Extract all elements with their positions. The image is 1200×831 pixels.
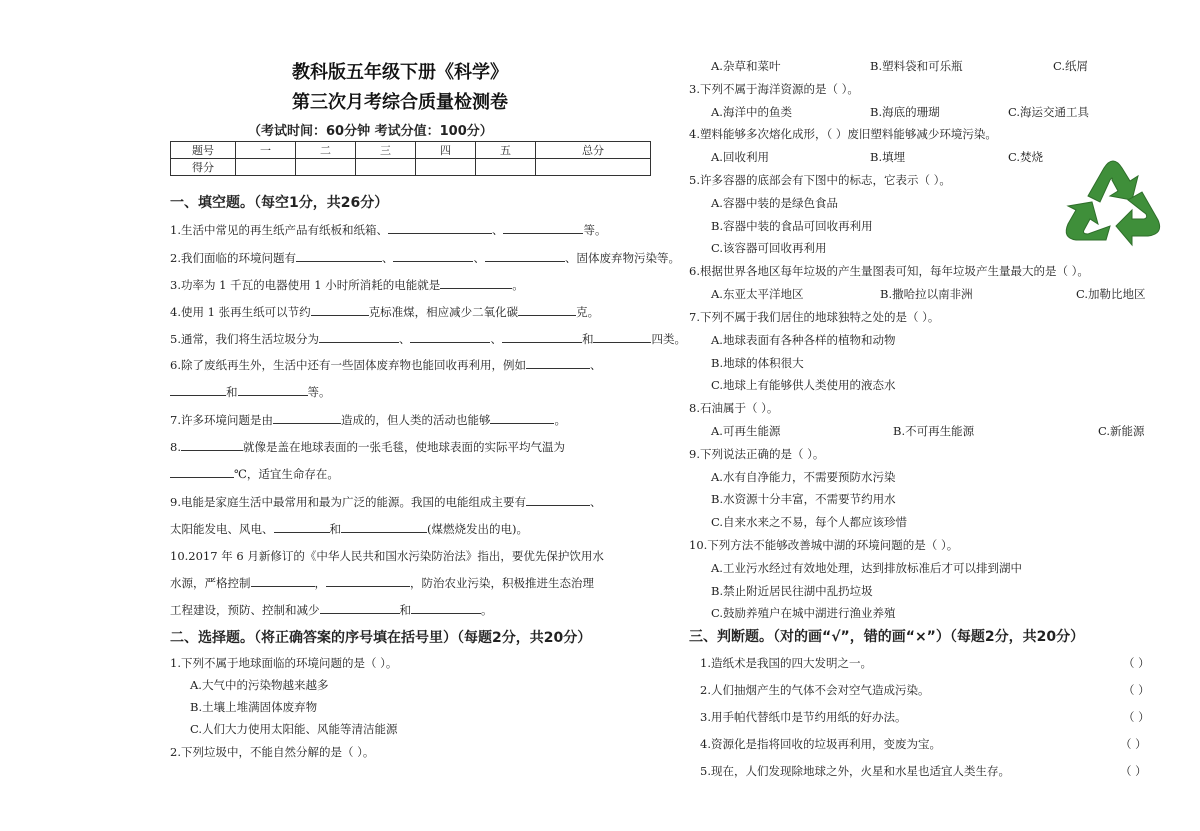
question-text: 四类。 xyxy=(651,332,686,346)
question-text: 和 xyxy=(329,522,341,536)
answer-blank[interactable] xyxy=(518,304,576,316)
question-text: 、 xyxy=(381,251,394,265)
question-text: 3.功率为 1 千瓦的电器使用 1 小时所消耗的电能就是 xyxy=(170,278,441,292)
recycle-icon xyxy=(1058,148,1168,254)
choice-option[interactable]: A.海洋中的鱼类 xyxy=(711,105,792,119)
question-text: 。 xyxy=(512,278,524,292)
answer-blank[interactable] xyxy=(411,602,481,614)
choice-question-8: 8.石油属于（ ）。 xyxy=(689,401,779,415)
fill-question-10-cont2 xyxy=(170,602,493,618)
fill-question-9-cont xyxy=(170,521,528,537)
judge-answer-paren[interactable]: （ ） xyxy=(1123,656,1150,670)
choice-question-5: 5.许多容器的底部会有下图中的标志，它表示（ ）。 xyxy=(689,173,951,187)
choice-option[interactable]: B.填埋 xyxy=(870,150,906,164)
question-text: 工程建设，预防、控制和减少 xyxy=(170,603,320,617)
score-input-cell[interactable] xyxy=(296,159,356,176)
fill-question-1 xyxy=(170,222,606,238)
choice-option[interactable]: C.新能源 xyxy=(1098,424,1145,438)
choice-option[interactable]: B.不可再生能源 xyxy=(893,424,975,438)
fill-question-9 xyxy=(170,494,601,510)
choice-option[interactable]: B.禁止附近居民往湖中乱扔垃圾 xyxy=(711,584,873,598)
fill-question-7 xyxy=(170,412,566,428)
question-text: 等。 xyxy=(583,223,607,237)
choice-option[interactable]: B.塑料袋和可乐瓶 xyxy=(870,59,963,73)
judge-answer-paren[interactable]: （ ） xyxy=(1123,710,1150,724)
judge-question-4: 4.资源化是指将回收的垃圾再利用，变废为宝。 xyxy=(700,737,941,751)
choice-option[interactable]: A.东亚太平洋地区 xyxy=(711,287,804,301)
answer-blank[interactable] xyxy=(238,384,308,396)
answer-blank[interactable] xyxy=(593,331,651,343)
question-text: 9.电能是家庭生活中最常用和最为广泛的能源。我国的电能组成主要有 xyxy=(170,495,526,509)
choice-option[interactable]: C.鼓励养殖户在城中湖进行渔业养殖 xyxy=(711,606,896,620)
question-text: 克标准煤，相应减少二氧化碳 xyxy=(368,305,519,319)
question-text: 等。 xyxy=(307,385,331,399)
answer-blank[interactable] xyxy=(388,222,492,234)
table-cell: 四 xyxy=(416,142,476,159)
choice-option[interactable]: B.撒哈拉以南非洲 xyxy=(880,287,973,301)
table-cell: 总分 xyxy=(536,142,651,159)
question-text: 。 xyxy=(554,413,566,427)
question-text: ， xyxy=(314,576,326,590)
score-table-header-row xyxy=(171,142,651,159)
fill-question-4 xyxy=(170,304,599,320)
score-input-cell[interactable] xyxy=(476,159,536,176)
question-text: 、 xyxy=(398,332,411,346)
fill-question-10 xyxy=(170,548,604,564)
table-cell: 得分 xyxy=(171,159,236,176)
choice-option[interactable]: A.水有自净能力，不需要预防水污染 xyxy=(711,470,896,484)
score-table-score-row xyxy=(171,159,651,176)
section3-heading: 三、判断题。（对的画“√”，错的画“×”）（每题2分，共20分） xyxy=(689,629,1085,645)
exam-subtitle: 第三次月考综合质量检测卷 xyxy=(292,92,508,113)
choice-question-2: 2.下列垃圾中，不能自然分解的是（ ）。 xyxy=(170,745,375,759)
answer-blank[interactable] xyxy=(526,494,590,506)
answer-blank[interactable] xyxy=(274,521,330,533)
choice-option[interactable]: A.杂草和菜叶 xyxy=(711,59,781,73)
question-text: 5.通常，我们将生活垃圾分为 xyxy=(170,332,319,346)
question-text: 、 xyxy=(473,251,485,265)
question-text: 10.2017 年 6 月新修订的《中华人民共和国水污染防治法》指出，要优先保护饮用水 xyxy=(170,549,604,563)
question-text: 2.我们面临的环境问题有 xyxy=(170,251,296,265)
question-text: 、 xyxy=(491,223,504,237)
question-text: ，防治农业污染，积极推进生态治理 xyxy=(410,576,594,590)
question-text: 1.生活中常见的再生纸产品有纸板和纸箱、 xyxy=(170,223,388,237)
exam-title: 教科版五年级下册《科学》 xyxy=(292,62,508,83)
answer-blank[interactable] xyxy=(490,412,554,424)
choice-option[interactable]: B.海底的珊瑚 xyxy=(870,105,940,119)
table-cell: 二 xyxy=(296,142,356,159)
table-cell: 题号 xyxy=(171,142,236,159)
score-input-cell[interactable] xyxy=(536,159,651,176)
choice-option[interactable]: C.焚烧 xyxy=(1008,150,1044,164)
fill-question-5 xyxy=(170,331,686,347)
answer-blank[interactable] xyxy=(485,250,565,262)
choice-question-6: 6.根据世界各地区每年垃圾的产生量图表可知，每年垃圾产生量最大的是（ ）。 xyxy=(689,264,1089,278)
choice-option[interactable]: B.土壤上堆满固体废弃物 xyxy=(190,700,318,714)
answer-blank[interactable] xyxy=(251,575,315,587)
question-text: 水源，严格控制 xyxy=(170,576,251,590)
choice-option[interactable]: C.人们大力使用太阳能、风能等清洁能源 xyxy=(190,722,398,736)
choice-option[interactable]: A.地球表面有各种各样的植物和动物 xyxy=(711,333,896,347)
judge-answer-paren[interactable]: （ ） xyxy=(1120,764,1147,778)
answer-blank[interactable] xyxy=(311,304,369,316)
question-text: 7.许多环境问题是由 xyxy=(170,413,273,427)
choice-option[interactable]: C.该容器可回收再利用 xyxy=(711,241,827,255)
question-text: 和 xyxy=(581,332,594,346)
choice-question-9: 9.下列说法正确的是（ ）。 xyxy=(689,447,825,461)
question-text: 和 xyxy=(399,603,411,617)
question-text: 造成的，但人类的活动也能够 xyxy=(340,413,491,427)
answer-blank[interactable] xyxy=(393,250,473,262)
question-text: (煤燃烧发出的电)。 xyxy=(427,522,528,536)
judge-question-2: 2.人们抽烟产生的气体不会对空气造成污染。 xyxy=(700,683,930,697)
section1-heading: 一、填空题。（每空1分，共26分） xyxy=(170,195,389,211)
table-cell: 五 xyxy=(476,142,536,159)
choice-option[interactable]: B.地球的体积很大 xyxy=(711,356,804,370)
choice-option[interactable]: B.容器中装的食品可回收再利用 xyxy=(711,219,873,233)
fill-question-6-cont xyxy=(170,384,331,400)
choice-question-1: 1.下列不属于地球面临的环境问题的是（ ）。 xyxy=(170,656,398,670)
question-text: 、 xyxy=(490,332,502,346)
judge-question-5: 5.现在，人们发现除地球之外，火星和水星也适宜人类生存。 xyxy=(700,764,1010,778)
choice-question-7: 7.下列不属于我们居住的地球独特之处的是（ ）。 xyxy=(689,310,940,324)
choice-option[interactable]: C.加勒比地区 xyxy=(1076,287,1146,301)
score-input-cell[interactable] xyxy=(416,159,476,176)
table-cell: 三 xyxy=(356,142,416,159)
choice-option[interactable]: C.海运交通工具 xyxy=(1008,105,1090,119)
answer-blank[interactable] xyxy=(326,575,410,587)
question-text: 。 xyxy=(481,603,493,617)
fill-question-8-cont xyxy=(170,466,339,482)
question-text: 、 xyxy=(589,358,602,372)
question-text: 克。 xyxy=(576,305,600,319)
choice-question-3: 3.下列不属于海洋资源的是（ ）。 xyxy=(689,82,859,96)
fill-question-6 xyxy=(170,357,601,373)
choice-option[interactable]: A.大气中的污染物越来越多 xyxy=(190,678,329,692)
answer-blank[interactable] xyxy=(319,331,399,343)
question-text: 、固体废弃物污染等。 xyxy=(564,251,680,265)
choice-option[interactable]: C.自来水来之不易，每个人都应该珍惜 xyxy=(711,515,908,529)
judge-question-1: 1.造纸术是我国的四大发明之一。 xyxy=(700,656,872,670)
choice-question-4: 4.塑料能够多次熔化成形，（ ）废旧塑料能够减少环境污染。 xyxy=(689,127,997,141)
answer-blank[interactable] xyxy=(341,521,427,533)
answer-blank[interactable] xyxy=(170,384,226,396)
question-text: 和 xyxy=(226,385,238,399)
table-cell: 一 xyxy=(236,142,296,159)
judge-answer-paren[interactable]: （ ） xyxy=(1123,683,1150,697)
score-table xyxy=(170,141,651,176)
answer-blank[interactable] xyxy=(320,602,400,614)
answer-blank[interactable] xyxy=(440,277,512,289)
choice-option[interactable]: A.回收利用 xyxy=(711,150,769,164)
choice-option[interactable]: B.水资源十分丰富，不需要节约用水 xyxy=(711,492,896,506)
question-text: 6.除了废纸再生外，生活中还有一些固体废弃物也能回收再利用，例如 xyxy=(170,358,526,372)
fill-question-2 xyxy=(170,250,680,266)
choice-question-10: 10.下列方法不能够改善城中湖的环境问题的是（ ）。 xyxy=(689,538,959,552)
question-text: 就像是盖在地球表面的一张毛毯，使地球表面的实际平均气温为 xyxy=(242,440,565,454)
score-input-cell[interactable] xyxy=(236,159,296,176)
answer-blank[interactable] xyxy=(170,466,234,478)
choice-option[interactable]: A.可再生能源 xyxy=(711,424,781,438)
answer-blank[interactable] xyxy=(181,439,243,451)
answer-blank[interactable] xyxy=(410,331,490,343)
choice-option[interactable]: A.容器中装的是绿色食品 xyxy=(711,196,838,210)
choice-option[interactable]: C.地球上有能够供人类使用的液态水 xyxy=(711,378,896,392)
exam-info: （考试时间：60分钟 考试分值：100分） xyxy=(248,124,493,139)
choice-option[interactable]: A.工业污水经过有效地处理，达到排放标准后才可以排到湖中 xyxy=(711,561,1022,575)
judge-answer-paren[interactable]: （ ） xyxy=(1120,737,1147,751)
answer-blank[interactable] xyxy=(273,412,341,424)
answer-blank[interactable] xyxy=(296,250,382,262)
answer-blank[interactable] xyxy=(503,222,583,234)
question-text: ℃，适宜生命存在。 xyxy=(234,467,339,481)
question-text: 、 xyxy=(589,495,602,509)
question-text: 太阳能发电、风电、 xyxy=(170,522,274,536)
fill-question-3 xyxy=(170,277,524,293)
fill-question-8 xyxy=(170,439,565,455)
section2-heading: 二、选择题。（将正确答案的序号填在括号里）（每题2分，共20分） xyxy=(170,630,592,646)
judge-question-3: 3.用手帕代替纸巾是节约用纸的好办法。 xyxy=(700,710,907,724)
score-input-cell[interactable] xyxy=(356,159,416,176)
question-text: 4.使用 1 张再生纸可以节约 xyxy=(170,305,311,319)
answer-blank[interactable] xyxy=(526,357,590,369)
answer-blank[interactable] xyxy=(502,331,582,343)
fill-question-10-cont xyxy=(170,575,594,591)
choice-option[interactable]: C.纸屑 xyxy=(1053,59,1089,73)
question-text: 8. xyxy=(170,440,181,454)
